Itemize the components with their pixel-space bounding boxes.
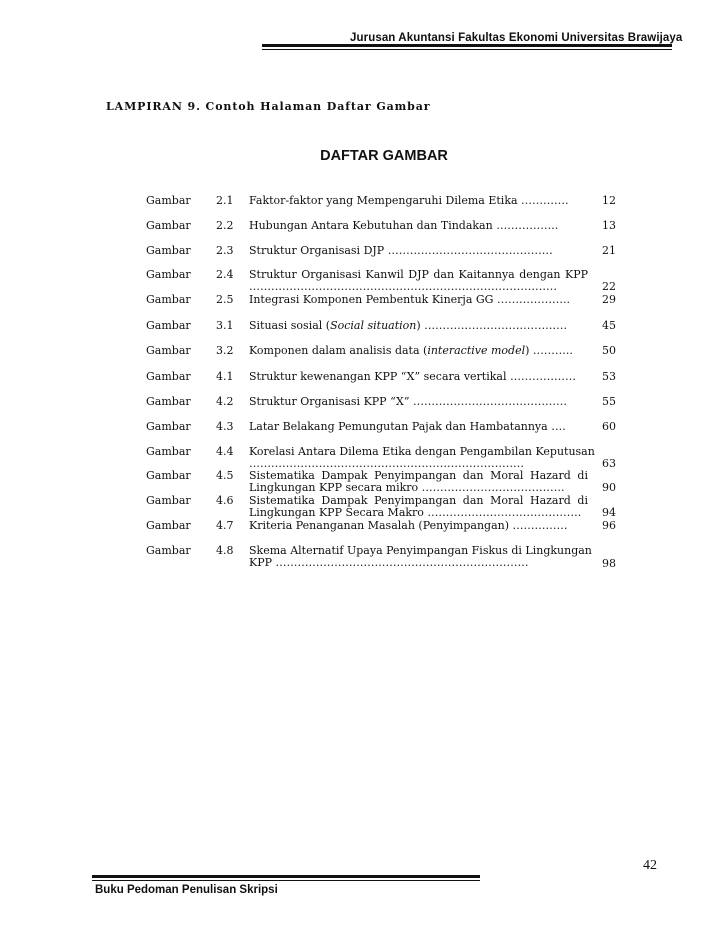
footer-rule-thin <box>92 880 480 881</box>
entry-number: 3.1 <box>216 319 234 332</box>
footer-text: Buku Pedoman Penulisan Skripsi <box>95 884 278 896</box>
entry-label: Gambar <box>146 194 191 207</box>
entry-title: Kriteria Penanganan Masalah (Penyimpangan) …………… <box>249 519 568 532</box>
entry-label: Gambar <box>146 370 191 383</box>
entry-title-line2: Lingkungan KPP secara mikro ………………………………… <box>249 481 565 494</box>
entry-number: 2.5 <box>216 293 234 306</box>
page-title: DAFTAR GAMBAR <box>320 148 448 164</box>
entry-label: Gambar <box>146 469 191 482</box>
entry-page: 96 <box>602 519 616 532</box>
entry-label: Gambar <box>146 344 191 357</box>
entry-number: 4.8 <box>216 544 234 557</box>
entry-title-leader: ) ……….. <box>525 344 573 357</box>
entry-number: 3.2 <box>216 344 234 357</box>
entry-title <box>249 345 588 357</box>
entry-page: 21 <box>602 244 616 257</box>
entry-title: Struktur Organisasi DJP ……………………………………… <box>249 244 553 257</box>
entry-title-part: Situasi sosial ( <box>249 319 331 332</box>
entry-number: 2.3 <box>216 244 234 257</box>
entry-page: 29 <box>602 293 616 306</box>
entry-title: Skema Alternatif Upaya Penyimpangan Fiskus di Lingkungan <box>249 544 592 557</box>
entry-label: Gambar <box>146 420 191 433</box>
entry-page: 60 <box>602 420 616 433</box>
entry-label: Gambar <box>146 219 191 232</box>
entry-label: Gambar <box>146 494 191 507</box>
entry-title <box>249 320 588 332</box>
entry-number: 4.2 <box>216 395 234 408</box>
footer-rule <box>92 875 480 878</box>
entry-page: 50 <box>602 344 616 357</box>
entry-title: Sistematika Dampak Penyimpangan dan Moral Hazard di <box>249 469 588 482</box>
entry-title-leader: ………………………………………………………………… <box>249 457 524 470</box>
entry-label: Gambar <box>146 544 191 557</box>
entry-number: 2.1 <box>216 194 234 207</box>
entry-label: Gambar <box>146 268 191 281</box>
entry-number: 4.7 <box>216 519 234 532</box>
entry-number: 4.5 <box>216 469 234 482</box>
entry-page: 94 <box>602 506 616 519</box>
entry-title-italic: Social situation <box>330 319 417 332</box>
entry-title: Hubungan Antara Kebutuhan dan Tindakan …………….. <box>249 219 559 232</box>
entry-page: 13 <box>602 219 616 232</box>
entry-title-leader: ) ………………………………… <box>416 319 568 332</box>
entry-page: 90 <box>602 481 616 494</box>
entry-title: Korelasi Antara Dilema Etika dengan Pengambilan Keputusan <box>249 445 595 458</box>
entry-page: 55 <box>602 395 616 408</box>
entry-title-leader: ………………………………………………………………………… <box>249 280 557 293</box>
entry-title: Faktor-faktor yang Mempengaruhi Dilema Etika …………. <box>249 194 569 207</box>
entry-number: 4.4 <box>216 445 234 458</box>
entry-page: 98 <box>602 557 616 570</box>
entry-page: 63 <box>602 457 616 470</box>
entry-title-italic: interactive model <box>427 344 526 357</box>
entry-number: 2.4 <box>216 268 234 281</box>
entry-number: 4.1 <box>216 370 234 383</box>
entry-title-line2: Lingkungan KPP Secara Makro …………………………………… <box>249 506 582 519</box>
entry-page: 53 <box>602 370 616 383</box>
entry-title-part: Komponen dalam analisis data ( <box>249 344 428 357</box>
entry-title: Struktur kewenangan KPP “X” secara vertikal ……………… <box>249 370 576 383</box>
appendix-heading: LAMPIRAN 9. Contoh Halaman Daftar Gambar <box>106 100 431 113</box>
header-text: Jurusan Akuntansi Fakultas Ekonomi Universitas Brawijaya <box>350 32 683 44</box>
entry-label: Gambar <box>146 519 191 532</box>
entry-title: Integrasi Komponen Pembentuk Kinerja GG ……………….. <box>249 293 570 306</box>
entry-title: Latar Belakang Pemungutan Pajak dan Hambatannya …. <box>249 420 566 433</box>
entry-title: Struktur Organisasi KPP “X” …………………………………… <box>249 395 567 408</box>
entry-number: 4.6 <box>216 494 234 507</box>
entry-number: 4.3 <box>216 420 234 433</box>
entry-page: 45 <box>602 319 616 332</box>
entry-page: 22 <box>602 280 616 293</box>
entry-label: Gambar <box>146 319 191 332</box>
entry-label: Gambar <box>146 244 191 257</box>
entry-label: Gambar <box>146 445 191 458</box>
entry-label: Gambar <box>146 293 191 306</box>
entry-title: Struktur Organisasi Kanwil DJP dan Kaitannya dengan KPP <box>249 268 588 281</box>
entry-label: Gambar <box>146 395 191 408</box>
entry-title-line2: KPP …………………………………………………………… <box>249 556 529 569</box>
entry-page: 12 <box>602 194 616 207</box>
page-number: 42 <box>643 858 657 873</box>
entry-title: Sistematika Dampak Penyimpangan dan Moral Hazard di <box>249 494 588 507</box>
entry-number: 2.2 <box>216 219 234 232</box>
